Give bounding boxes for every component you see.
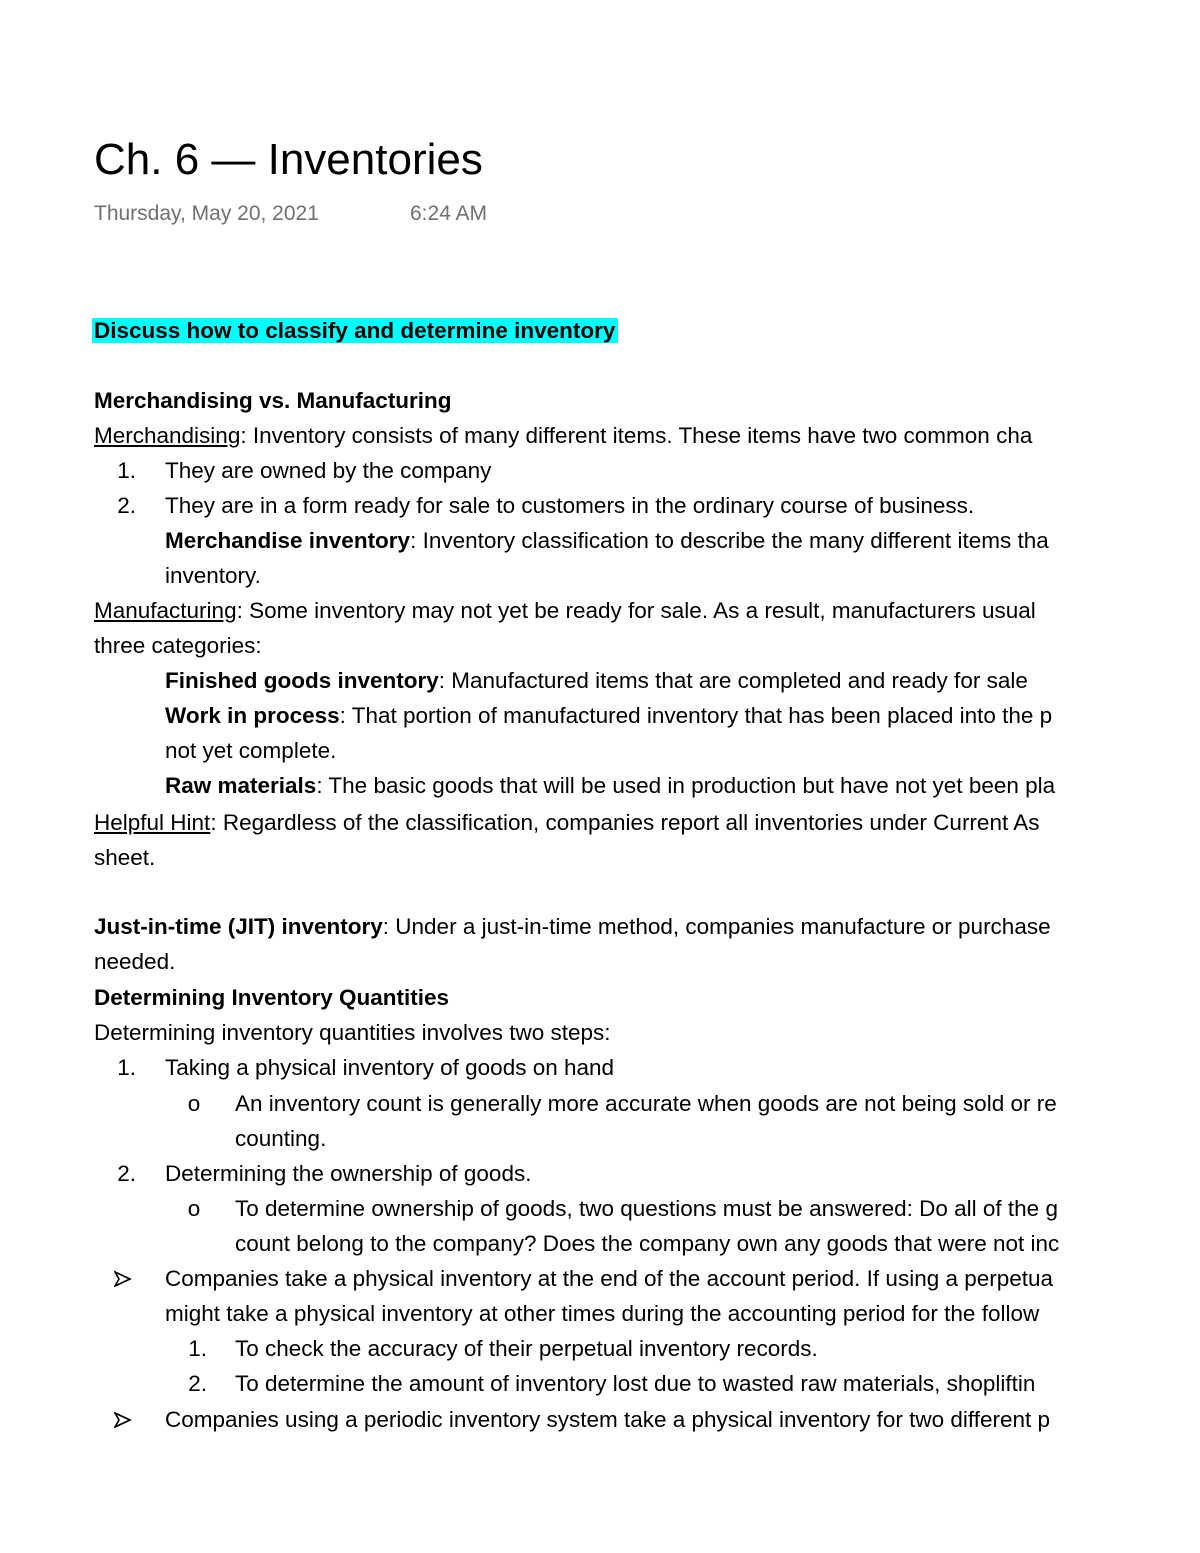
list-item: Determining the ownership of goods.: [165, 1161, 532, 1186]
sub-bullet: o: [187, 1196, 201, 1221]
jit-term: Just-in-time (JIT) inventory: [94, 914, 383, 939]
manufacturing-text: : Some inventory may not yet be ready for sale. As a result, manufacturers usual: [236, 598, 1036, 623]
quantities-intro: Determining inventory quantities involves two steps:: [94, 1020, 611, 1045]
objective-highlight: Discuss how to classify and determine inventory: [92, 318, 618, 343]
merchandising-definition: [94, 419, 1032, 453]
list-number: 1.: [117, 458, 136, 483]
page-title: Ch. 6 — Inventories: [94, 135, 483, 184]
list-number: 1.: [117, 1055, 136, 1080]
arrow-bullet-icon: [114, 1270, 132, 1288]
finished-goods-text: : Manufactured items that are completed and ready for sale: [438, 668, 1028, 693]
sub-list-item: To determine ownership of goods, two questions must be answered: Do all of the g: [235, 1196, 1058, 1221]
merchandise-inventory-continuation: inventory.: [165, 563, 261, 588]
list-number: 1.: [188, 1336, 207, 1361]
finished-goods-term: Finished goods inventory: [165, 668, 439, 693]
merchandising-term: Merchandising: [94, 423, 241, 448]
finished-goods-definition: [165, 664, 1028, 698]
raw-materials-definition: [165, 769, 1055, 803]
sub-bullet: o: [187, 1091, 201, 1116]
section-heading-quantities: Determining Inventory Quantities: [94, 985, 450, 1010]
raw-materials-term: Raw materials: [165, 773, 317, 798]
list-number: 2.: [117, 1161, 136, 1186]
list-item: They are in a form ready for sale to customers in the ordinary course of business.: [165, 493, 975, 518]
arrow-bullet-icon: [114, 1411, 132, 1429]
list-item: Taking a physical inventory of goods on hand: [165, 1055, 615, 1080]
jit-continuation: needed.: [94, 949, 176, 974]
list-number: 2.: [188, 1371, 207, 1396]
arrow-list-item: Companies take a physical inventory at the end of the account period. If using a perpetua: [165, 1266, 1054, 1291]
work-in-process-term: Work in process: [165, 703, 340, 728]
list-item: They are owned by the company: [165, 458, 492, 483]
work-in-process-text: : That portion of manufactured inventory that has been placed into the p: [339, 703, 1053, 728]
arrow-list-item: Companies using a periodic inventory system take a physical inventory for two different p: [165, 1407, 1051, 1432]
merchandising-text: : Inventory consists of many different items. These items have two common cha: [240, 423, 1033, 448]
arrow-list-item-continuation: might take a physical inventory at other times during the accounting period for the follow: [165, 1301, 1040, 1326]
page-time: 6:24 AM: [410, 202, 488, 225]
list-number: 2.: [117, 493, 136, 518]
reason-item: To determine the amount of inventory lost due to wasted raw materials, shopliftin: [235, 1371, 1036, 1396]
jit-text: : Under a just-in-time method, companies manufacture or purchase: [382, 914, 1051, 939]
reason-item: To check the accuracy of their perpetual inventory records.: [235, 1336, 818, 1361]
sub-list-item-continuation: count belong to the company? Does the company own any goods that were not inc: [235, 1231, 1060, 1256]
merchandise-inventory-text: : Inventory classification to describe the many different items tha: [410, 528, 1049, 553]
work-in-process-continuation: not yet complete.: [165, 738, 337, 763]
raw-materials-text: : The basic goods that will be used in production but have not yet been pla: [316, 773, 1056, 798]
helpful-hint-term: Helpful Hint: [94, 810, 211, 835]
sub-list-item: An inventory count is generally more accurate when goods are not being sold or re: [235, 1091, 1057, 1116]
merchandise-inventory-definition: [165, 524, 1049, 558]
helpful-hint-text: : Regardless of the classification, companies report all inventories under Current As: [210, 810, 1040, 835]
manufacturing-definition: [94, 594, 1036, 628]
manufacturing-term: Manufacturing: [94, 598, 237, 623]
helpful-hint: [94, 806, 1039, 840]
manufacturing-continuation: three categories:: [94, 633, 262, 658]
objective-line: [92, 314, 618, 348]
helpful-hint-continuation: sheet.: [94, 845, 156, 870]
work-in-process-definition: [165, 699, 1052, 733]
page-date: Thursday, May 20, 2021: [94, 202, 319, 225]
merchandise-inventory-term: Merchandise inventory: [165, 528, 411, 553]
jit-definition: [94, 910, 1051, 944]
section-heading-merch-manuf: Merchandising vs. Manufacturing: [94, 388, 452, 413]
sub-list-item-continuation: counting.: [235, 1126, 327, 1151]
